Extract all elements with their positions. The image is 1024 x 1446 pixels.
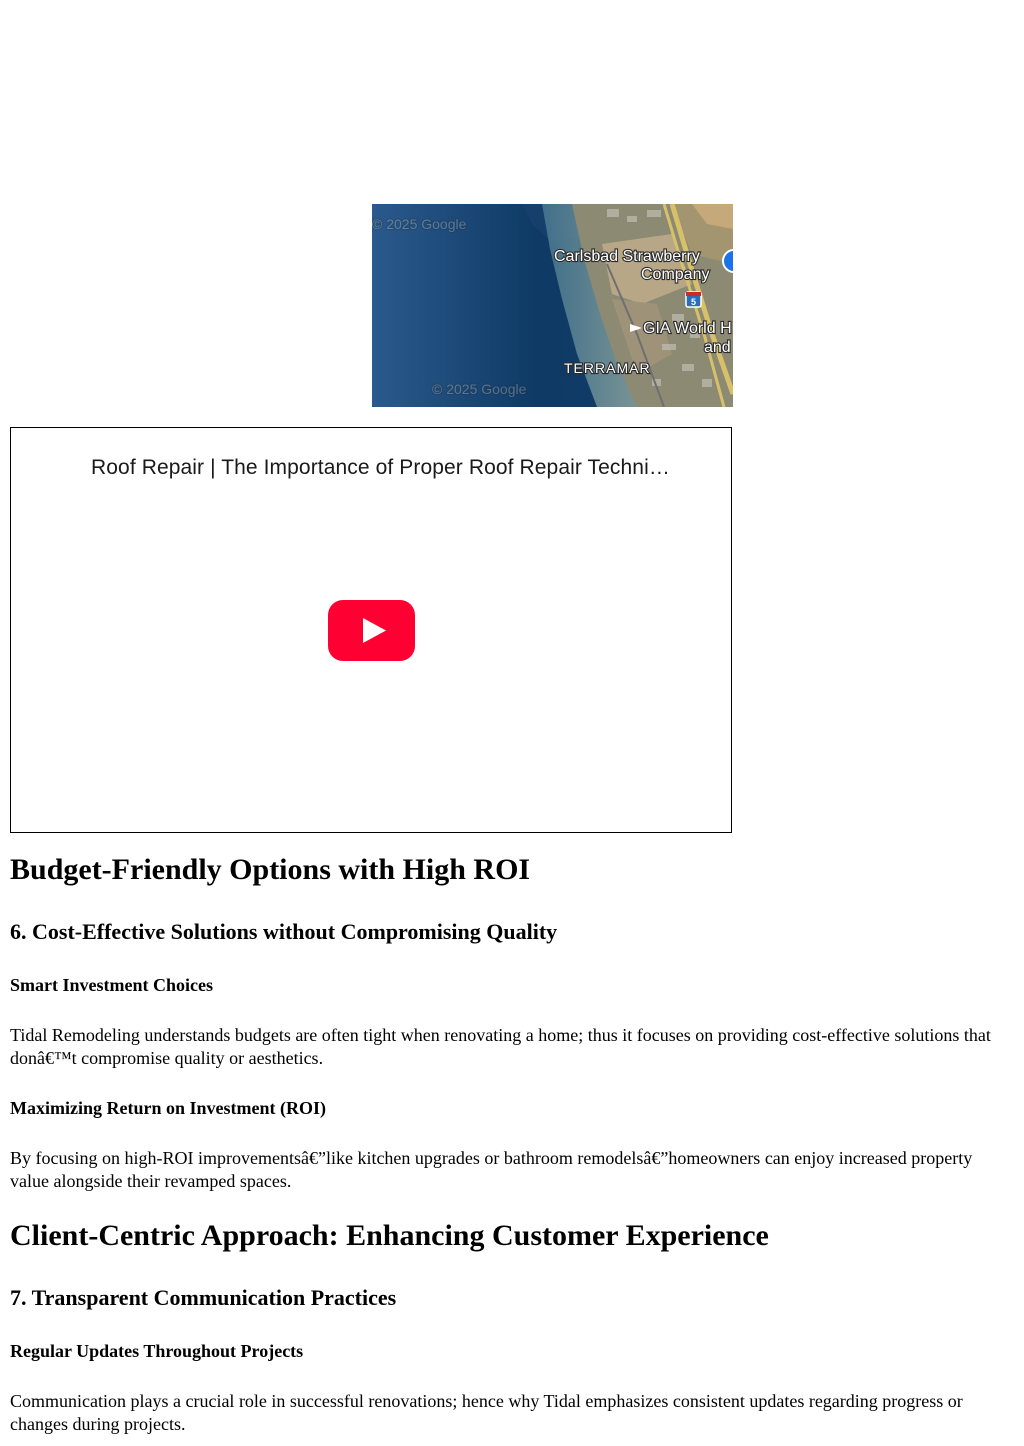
- smart-investment-title: Smart Investment Choices: [10, 975, 213, 996]
- map-watermark-bottom: © 2025 Google: [432, 381, 527, 397]
- map-place-label-1: Carlsbad Strawberry: [554, 248, 700, 265]
- regular-updates-text: Communication plays a crucial role in successful renovations; hence why Tidal emphasizes consistent updates regarding progress or changes during projects.: [10, 1390, 963, 1434]
- roi-text: By focusing on high-ROI improvementsâ€”like kitchen upgrades or bathroom remodelsâ€”homeowners can enjoy increased property value alongside their revamped spaces.: [10, 1147, 973, 1191]
- section-7-subheading: 7. Transparent Communication Practices: [10, 1284, 397, 1310]
- smart-investment-text: Tidal Remodeling understands budgets are often tight when renovating a home; thus it focuses on providing cost-effective solutions that donâ€™t compromise quality or aesthetics.: [10, 1024, 991, 1068]
- article-content: [10, 852, 1010, 1436]
- section-6-heading: Budget-Friendly Options with High ROI: [10, 853, 531, 886]
- map-place-label-2b: and: [704, 339, 731, 356]
- map-place-label-2: GIA World H: [643, 320, 732, 337]
- map-place-label-1b: Company: [641, 266, 710, 283]
- map-watermark-top: © 2025 Google: [372, 216, 467, 232]
- video-title[interactable]: Roof Repair | The Importance of Proper Roof Repair Techni…: [91, 456, 670, 479]
- youtube-play-icon[interactable]: [328, 600, 415, 661]
- highway-shield-icon: [686, 292, 701, 307]
- map-embed[interactable]: [372, 204, 733, 407]
- youtube-play-button[interactable]: [328, 600, 415, 661]
- regular-updates-title: Regular Updates Throughout Projects: [10, 1340, 304, 1361]
- map-neighborhood-label: TERRAMAR: [564, 360, 651, 376]
- highway-shield-label: 5: [690, 297, 697, 307]
- section-7-heading: Client-Centric Approach: Enhancing Customer Experience: [10, 1218, 769, 1252]
- video-embed[interactable]: [10, 427, 732, 833]
- roi-title: Maximizing Return on Investment (ROI): [10, 1097, 326, 1118]
- section-6-subheading: 6. Cost-Effective Solutions without Compromising Quality: [10, 919, 558, 944]
